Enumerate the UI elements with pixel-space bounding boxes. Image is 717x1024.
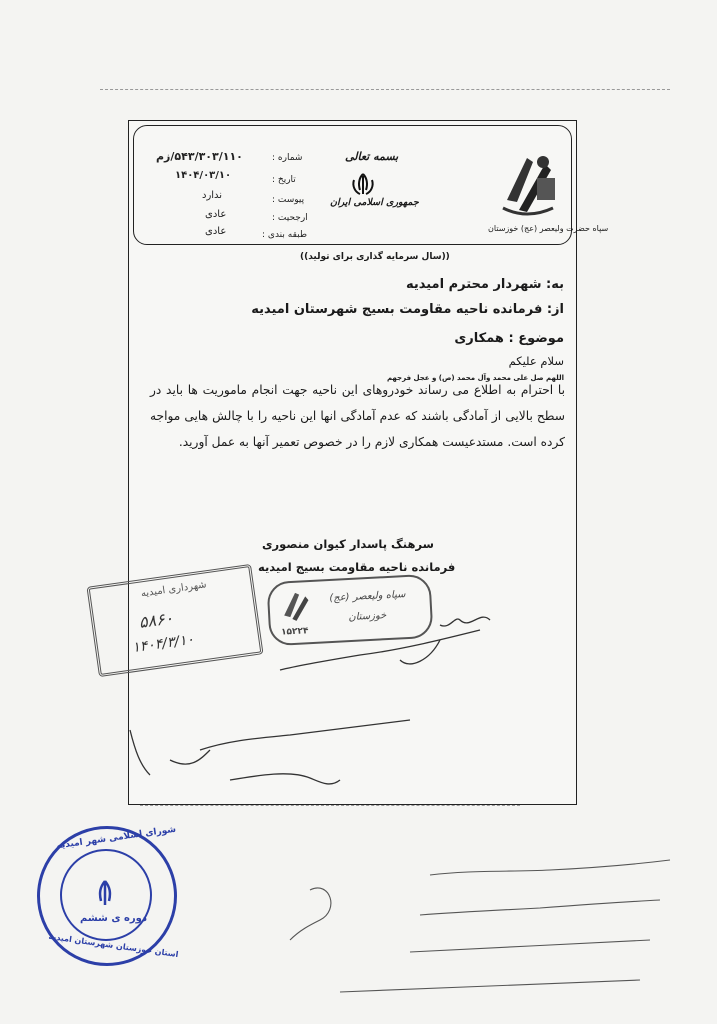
seal-line-1: سپاه ولیعصر (عج) [329, 589, 406, 605]
subject-line: موضوع : همکاری [454, 331, 564, 346]
bismillah: بسمه تعالی [345, 150, 399, 163]
top-rule [100, 89, 670, 90]
field-value-classification: عادی [205, 226, 227, 237]
council-stamp [37, 826, 177, 966]
received-stamp-title: شهرداری امیدیه [140, 579, 208, 600]
sender-line: از: فرمانده ناحیه مقاومت بسیج شهرستان امیدیه [251, 302, 564, 317]
year-slogan: ((سال سرمایه گذاری برای تولید)) [300, 252, 450, 262]
republic-name: جمهوری اسلامی ایران [330, 197, 419, 208]
bottom-handwriting [250, 840, 690, 1020]
signatory-title: فرمانده ناحیه مقاومت بسیج امیدیه [258, 560, 456, 574]
org-caption: سپاه حضرت ولیعصر (عج) خوزستان [488, 224, 609, 233]
field-label-date: تاریخ : [272, 175, 296, 185]
field-value-date: ۱۴۰۴/۰۳/۱۰ [175, 170, 232, 181]
field-value-number: ۵۴۳/۳۰۳/۱۱۰/زم [156, 150, 243, 163]
field-label-attachment: پیوست : [272, 195, 305, 205]
letter-body: با احترام به اطلاع می رساند خودروهای این ناحیه جهت انجام ماموریت ها باید در سطح بالایی از آمادگی باشند که عدم آمادگی انها این ناحیه را با چالش هایی مواجه کرده است. مستدعیست همکاری لازم را در خصوص تعمیر آنها به عمل آورید. [150, 383, 565, 449]
council-stamp-top: شورای اسلامی شهر امیدیه [55, 824, 177, 852]
seal-line-2: خوزستان [348, 610, 387, 624]
greeting: سلام علیکم [508, 354, 564, 368]
field-label-number: شماره : [272, 153, 303, 163]
organization-emblem-icon [497, 150, 559, 220]
field-value-priority: عادی [205, 209, 227, 220]
council-emblem-icon [90, 879, 120, 907]
field-label-priority: ارجحیت : [272, 213, 308, 223]
field-value-attachment: ندارد [202, 190, 223, 201]
handwritten-notes [110, 600, 530, 820]
council-stamp-center: دوره ی ششم [80, 913, 147, 924]
council-stamp-bottom: استان خوزستان شهرستان امیدیه [48, 931, 179, 960]
seal-number: ۱۵۲۲۴ [280, 626, 309, 638]
field-label-classification: طبقه بندی : [262, 230, 307, 240]
iran-emblem-icon [350, 172, 376, 196]
bottom-rule [140, 805, 520, 806]
recipient-line: به: شهردار محترم امیدیه [405, 277, 564, 292]
signatory-name: سرهنگ پاسدار کیوان منصوری [262, 537, 434, 551]
received-stamp-date: ۱۴۰۴/۳/۱۰ [131, 631, 196, 657]
salawat: اللهم صل علی محمد وآل محمد (ص) و عجل فرجهم [386, 374, 564, 382]
received-stamp-number: ۵۸۶۰ [137, 608, 175, 632]
